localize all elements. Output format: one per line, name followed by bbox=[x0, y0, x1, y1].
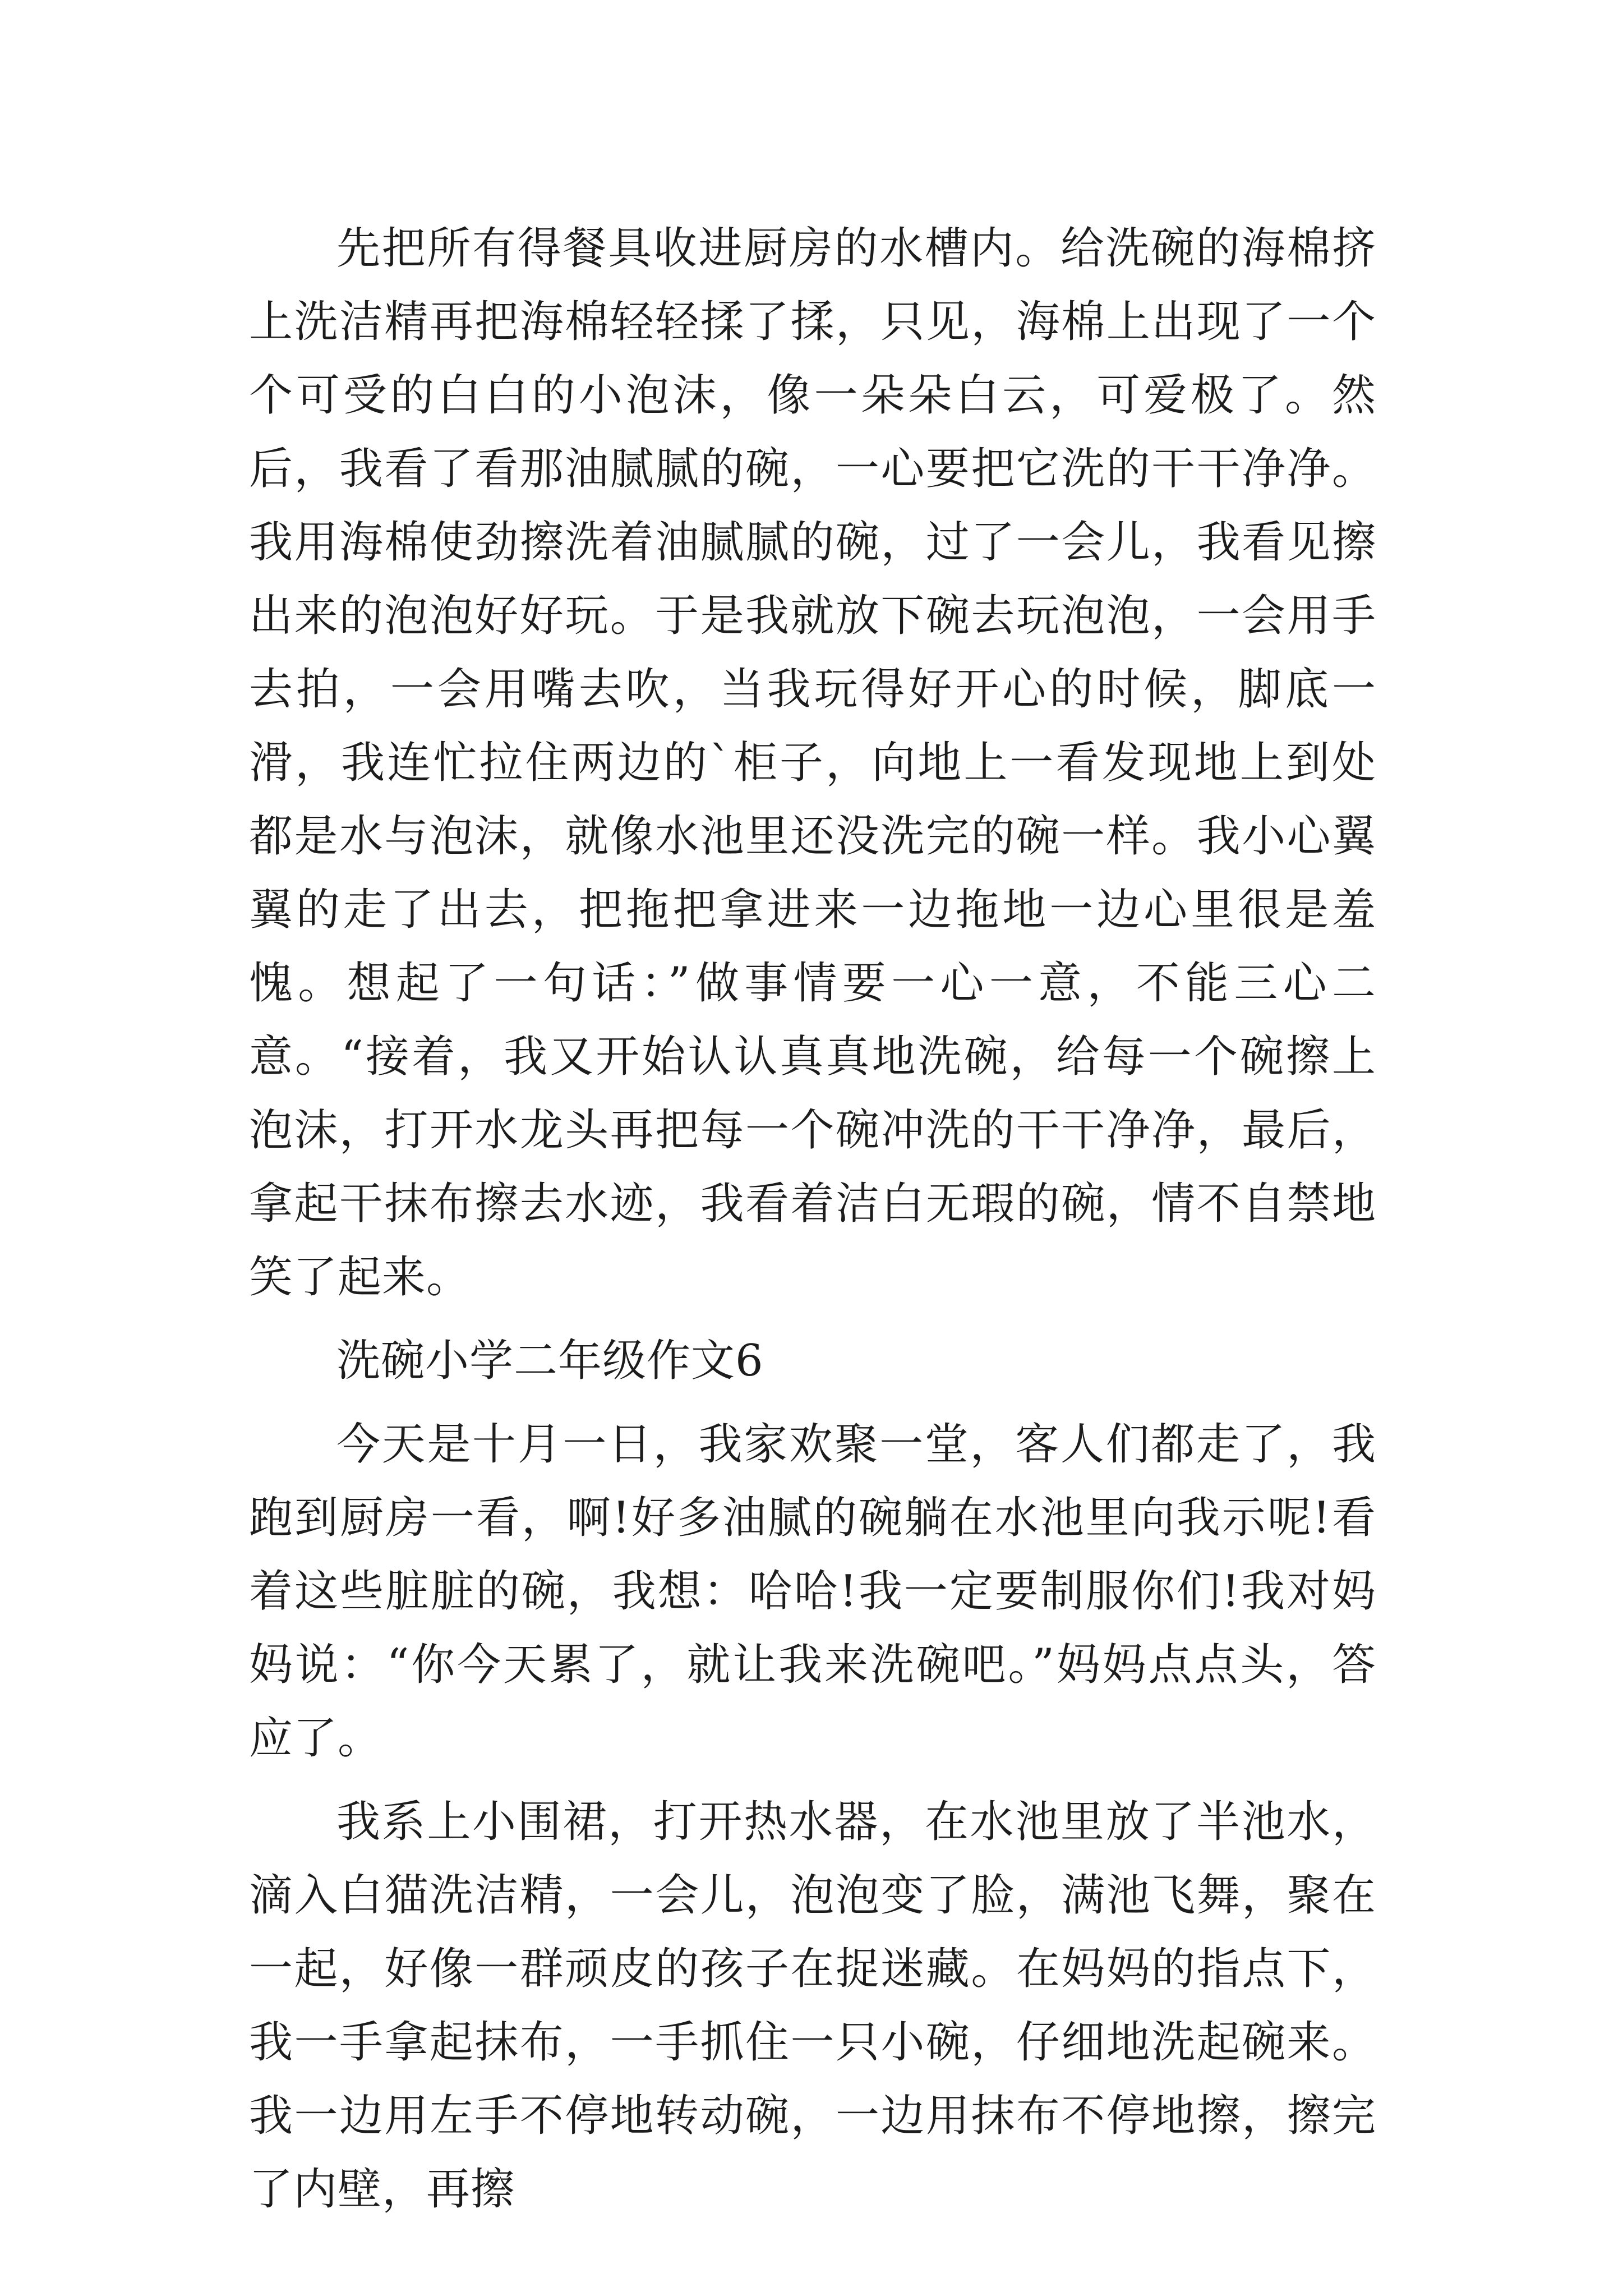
document-body bbox=[249, 212, 1376, 2226]
paragraph-washing-process: 我系上小围裙，打开热水器，在水池里放了半池水，滴入白猫洗洁精，一会儿，泡泡变了脸，满池飞舞，聚在一起，好像一群顽皮的孩子在捉迷藏。在妈妈的指点下，我一手拿起抹布，一手抓住一只小碗，仔细地洗起碗来。我一边用左手不停地转动碗，一边用抹布不停地擦，擦完了内壁，再擦 bbox=[249, 1797, 1376, 2215]
paragraph-dishwashing-story-end: 先把所有得餐具收进厨房的水槽内。给洗碗的海棉挤上洗洁精再把海棉轻轻揉了揉，只见，海棉上出现了一个个可受的白白的小泡沫，像一朵朵白云，可爱极了。然后，我看了看那油腻腻的碗，一心要把它洗的干干净净。我用海棉使劲擦洗着油腻腻的碗，过了一会儿，我看见擦出来的泡泡好好玩。于是我就放下碗去玩泡泡，一会用手去拍，一会用嘴去吹，当我玩得好开心的时候，脚底一滑，我连忙拉住两边的`柜子，向地上一看发现地上到处都是水与泡沫，就像水池里还没洗完的碗一样。我小心翼翼的走了出去，把拖把拿进来一边拖地一边心里很是羞愧。想起了一句话：”做事情要一心一意，不能三心二意。“接着，我又开始认认真真地洗碗，给每一个碗擦上泡沫，打开水龙头再把每一个碗冲洗的干干净净，最后，拿起干抹布擦去水迹，我看着洁白无瑕的碗，情不自禁地笑了起来。 bbox=[249, 223, 1376, 1303]
essay-heading-6: 洗碗小学二年级作文6 bbox=[336, 1336, 764, 1386]
paragraph-national-day: 今天是十月一日，我家欢聚一堂，客人们都走了，我跑到厨房一看，啊!好多油腻的碗躺在水池里向我示呢!看着这些脏脏的碗，我想：哈哈!我一定要制服你们!我对妈妈说：“你今天累了，就让我来洗碗吧。”妈妈点点头，答应了。 bbox=[249, 1419, 1376, 1764]
